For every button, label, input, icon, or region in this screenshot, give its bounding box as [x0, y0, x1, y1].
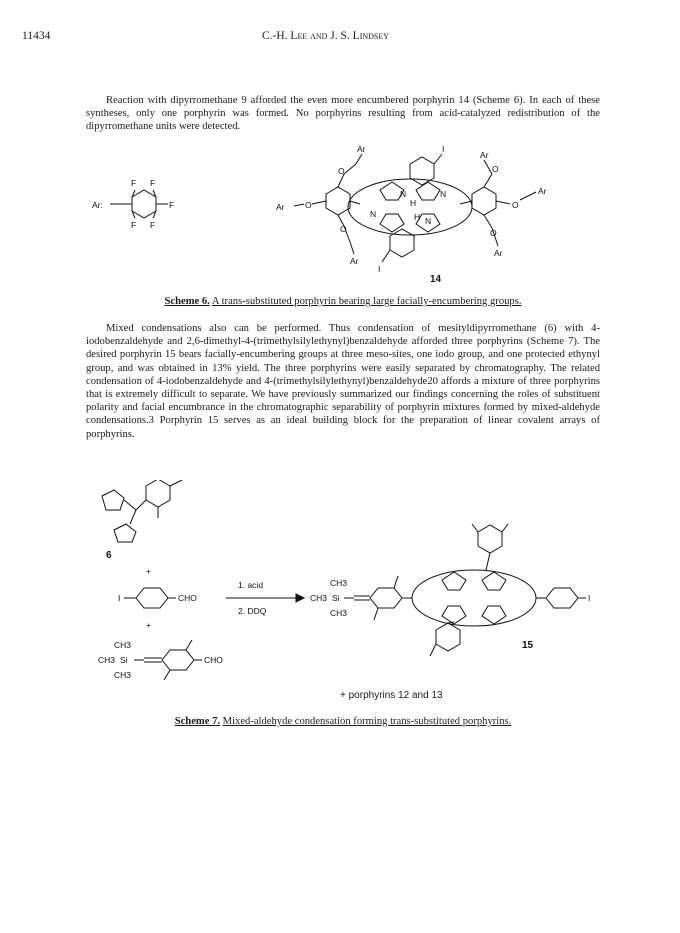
hydrogen-1: H — [410, 198, 417, 208]
fluorine-3: F — [169, 200, 175, 210]
oxygen-left: O — [305, 200, 312, 210]
scheme-7-caption-text: Mixed-aldehyde condensation forming trans-substituted porphyrins. — [222, 716, 512, 727]
ar-label: Ar: — [92, 200, 103, 210]
cho-2: CHO — [204, 655, 223, 665]
fluorine-1: F — [131, 178, 137, 188]
oxygen-bottom-left: O — [340, 224, 347, 234]
paragraph-1 — [86, 94, 600, 134]
product-mesityl-top — [478, 525, 502, 553]
page-number: 11434 — [22, 30, 51, 42]
iodo-aldehyde: I — [118, 593, 121, 603]
product-ch3-left: CH3 — [310, 593, 328, 603]
scheme-7-structure — [86, 480, 606, 702]
tms-ch3-bottom: CH3 — [114, 670, 132, 680]
ar-left-far: Ar — [276, 202, 285, 212]
plus-1: + — [146, 566, 151, 576]
paragraph-2-text: Mixed condensations also can be performed. Thus condensation of mesityldipyrromethane (6) with 4-iodobenzaldehyde and 2,6-dimethyl-4-(trimethylsilylethynyl)benzaldehyde afforded three porphyrins (Scheme 7). The desired porphyrin 15 bears facially-encumbering groups at three meso-sites, one iodo group, and one protected ethynyl group, and was obtained in 13% yield. The three porphyrins were easily separated by chromatography. The related condensation of 4-iodobenzaldehyde and 4-(trimethylsilylethynyl)benzaldehyde20 affords a mixture of three porphyrins that is extremely difficult to separate. We have previously summarized our findings concerning the roles of substituent polarity and facial encumbrance in the chromatographic separability of porphyrin mixtures formed by mixed-aldehyde condensations.3 Porphyrin 15 serves as an ideal building block for the preparation of linear covalent arrays of porphyrins. — [86, 323, 600, 440]
iodobenzaldehyde-ring — [136, 588, 168, 608]
cho-1: CHO — [178, 593, 197, 603]
product-ch3-bottom: CH3 — [330, 608, 348, 618]
product-aryl-left — [370, 588, 402, 608]
compound-6-label: 6 — [106, 550, 112, 561]
nitrogen-3: N — [370, 209, 377, 219]
oxygen-top-right: O — [492, 164, 499, 174]
running-header: C.-H. Lee and J. S. Lindsey — [262, 30, 390, 42]
product-iodophenyl — [546, 588, 578, 608]
fluorine-2: F — [150, 178, 156, 188]
scheme-7-caption — [86, 716, 600, 727]
iodo-bottom: I — [378, 264, 381, 274]
scheme-7-caption-label: Scheme 7. — [174, 716, 221, 727]
ar-top-left: Ar — [357, 144, 366, 154]
pentafluorophenyl-ring — [132, 190, 156, 218]
tms-ch3-top: CH3 — [114, 640, 132, 650]
tms-si: Si — [120, 655, 128, 665]
product-ch3-top: CH3 — [330, 578, 348, 588]
product-si: Si — [332, 593, 340, 603]
nitrogen-1: N — [400, 189, 407, 199]
scheme-6-caption-text: A trans-substituted porphyrin bearing large facially-encumbering groups. — [211, 296, 522, 307]
oxygen-right: O — [512, 200, 519, 210]
fluorine-5: F — [150, 220, 156, 230]
nitrogen-2: N — [440, 189, 447, 199]
ar-bottom-right: Ar — [494, 248, 503, 258]
pyrrole-top — [102, 490, 124, 510]
oxygen-top-left: O — [338, 166, 345, 176]
plus-2: + — [146, 620, 151, 630]
paragraph-1-text: Reaction with dipyrromethane 9 afforded the even more encumbered porphyrin 14 (Scheme 6). In each of these syntheses, only one porphyrin was formed. No porphyrins resulting from acid-catalyzed redistribution of the dipyrromethane units were detected. — [86, 95, 600, 133]
product-iodo: I — [588, 593, 591, 603]
product-mesityl-bottom — [436, 623, 460, 651]
hydrogen-2: H — [414, 212, 421, 222]
iodo-top: I — [442, 144, 445, 154]
ar-right-far: Ar — [538, 186, 547, 196]
compound-14-label: 14 — [430, 274, 442, 285]
aryl-right — [472, 187, 496, 215]
compound-15-label: 15 — [522, 640, 534, 651]
scheme-6-structure — [80, 142, 600, 290]
nitrogen-4: N — [425, 216, 432, 226]
scheme-6-caption-label: Scheme 6. — [164, 296, 210, 307]
step-ddq: 2. DDQ — [238, 606, 267, 616]
ar-top-right: Ar — [480, 150, 489, 160]
tms-ch3-left: CH3 — [98, 655, 116, 665]
scheme-6-caption — [86, 296, 600, 307]
pyrrole-bottom — [114, 524, 136, 542]
oxygen-bottom-right: O — [490, 228, 497, 238]
byproduct-note: + porphyrins 12 and 13 — [340, 690, 443, 701]
tms-benzaldehyde-ring — [162, 650, 194, 670]
ar-bottom-left: Ar — [350, 256, 359, 266]
step-acid: 1. acid — [238, 580, 264, 590]
mesityl-ring-6 — [146, 480, 170, 507]
paragraph-2 — [86, 322, 600, 441]
iodophenyl-bottom — [390, 229, 414, 257]
fluorine-4: F — [131, 220, 137, 230]
aryl-left — [326, 187, 350, 215]
product-porphyrin-macrocycle — [412, 570, 536, 626]
